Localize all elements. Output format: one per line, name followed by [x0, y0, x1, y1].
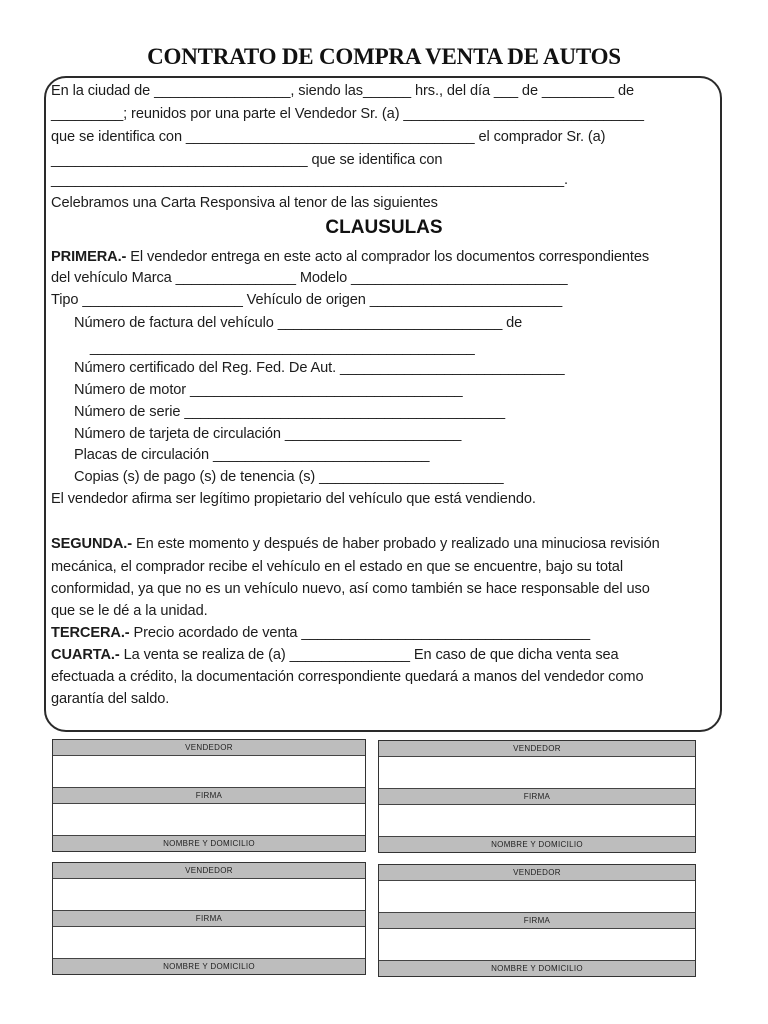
signature-role-header: VENDEDOR [379, 865, 695, 881]
signature-box-4 [378, 864, 696, 977]
placas-field: Placas de circulación ___________________________ [74, 447, 430, 463]
signature-firma-header: FIRMA [379, 789, 695, 805]
segunda-line-4: que se le dé a la unidad. [51, 603, 208, 619]
cuarta-line-2: efectuada a crédito, la documentación correspondiente quedará a manos del vendedor como [51, 669, 644, 685]
signature-firma-header: FIRMA [53, 911, 365, 927]
cuarta-label: CUARTA.- [51, 647, 120, 663]
tarjeta-field: Número de tarjeta de circulación ______________________ [74, 426, 462, 442]
signature-firma-header: FIRMA [53, 788, 365, 804]
signature-role-field[interactable] [379, 757, 695, 789]
signature-box-2 [378, 740, 696, 853]
signature-role-field[interactable] [53, 879, 365, 911]
tenencia-field: Copias (s) de pago (s) de tenencia (s) _______________________ [74, 469, 504, 485]
signature-role-field[interactable] [53, 756, 365, 788]
document-title: CONTRATO DE COMPRA VENTA DE AUTOS [147, 44, 621, 69]
intro-line-1: En la ciudad de _________________, siendo las______ hrs., del día ___ de _________ de [51, 83, 635, 99]
primera-line-3: Tipo ____________________ Vehículo de origen ________________________ [51, 292, 563, 308]
signature-firma-field[interactable] [53, 927, 365, 959]
factura-field-continued: ________________________________________________ [74, 340, 475, 356]
signature-nombre-header: NOMBRE Y DOMICILIO [53, 959, 365, 974]
signature-role-header: VENDEDOR [379, 741, 695, 757]
signature-role-header: VENDEDOR [53, 740, 365, 756]
serie-field: Número de serie ________________________________________ [74, 404, 505, 420]
signature-firma-field[interactable] [53, 804, 365, 836]
signature-box-1 [52, 739, 366, 852]
signature-nombre-header: NOMBRE Y DOMICILIO [379, 837, 695, 852]
cuarta-text: La venta se realiza de (a) _______________ En caso de que dicha venta sea [119, 647, 619, 663]
signature-box-3 [52, 862, 366, 975]
tercera-label: TERCERA.- [51, 625, 130, 641]
signature-nombre-header: NOMBRE Y DOMICILIO [379, 961, 695, 976]
segunda-text: En este momento y después de haber probado y realizado una minuciosa revisión [132, 536, 660, 552]
tercera-text: Precio acordado de venta ____________________________________ [129, 625, 590, 641]
signature-firma-field[interactable] [379, 929, 695, 961]
motor-field: Número de motor __________________________________ [74, 382, 463, 398]
segunda-line-2: mecánica, el comprador recibe el vehículo en el estado en que se encuentre, bajo su total [51, 559, 623, 575]
intro-line-4: ________________________________ que se identifica con [51, 152, 443, 168]
intro-line-5: ________________________________________________________________. [51, 172, 569, 188]
cuarta-line-1 [51, 645, 619, 665]
clausulas-heading: CLAUSULAS [325, 217, 443, 238]
intro-line-2: _________; reunidos por una parte el Vendedor Sr. (a) ______________________________ [51, 106, 644, 122]
primera-line-2: del vehículo Marca _______________ Modelo ___________________________ [51, 270, 568, 286]
intro-line-3: que se identifica con ____________________________________ el comprador Sr. (a) [51, 129, 606, 145]
reg-fed-field: Número certificado del Reg. Fed. De Aut. ____________________________ [74, 360, 565, 376]
primera-text: El vendedor entrega en este acto al comprador los documentos correspondientes [126, 249, 650, 265]
segunda-line-1 [51, 534, 660, 554]
tercera-line [51, 623, 590, 643]
intro-line-6: Celebramos una Carta Responsiva al tenor de las siguientes [51, 195, 438, 211]
signature-nombre-header: NOMBRE Y DOMICILIO [53, 836, 365, 851]
primera-label: PRIMERA.- [51, 249, 127, 265]
signature-firma-field[interactable] [379, 805, 695, 837]
primera-line-1 [51, 247, 649, 267]
segunda-label: SEGUNDA.- [51, 536, 132, 552]
signature-role-header: VENDEDOR [53, 863, 365, 879]
signature-firma-header: FIRMA [379, 913, 695, 929]
segunda-line-3: conformidad, ya que no es un vehículo nuevo, así como también se hace responsable del uso [51, 581, 650, 597]
primera-closing: El vendedor afirma ser legítimo propietario del vehículo que está vendiendo. [51, 491, 536, 507]
factura-field: Número de factura del vehículo ____________________________ de [74, 315, 523, 331]
signature-role-field[interactable] [379, 881, 695, 913]
cuarta-line-3: garantía del saldo. [51, 691, 170, 707]
